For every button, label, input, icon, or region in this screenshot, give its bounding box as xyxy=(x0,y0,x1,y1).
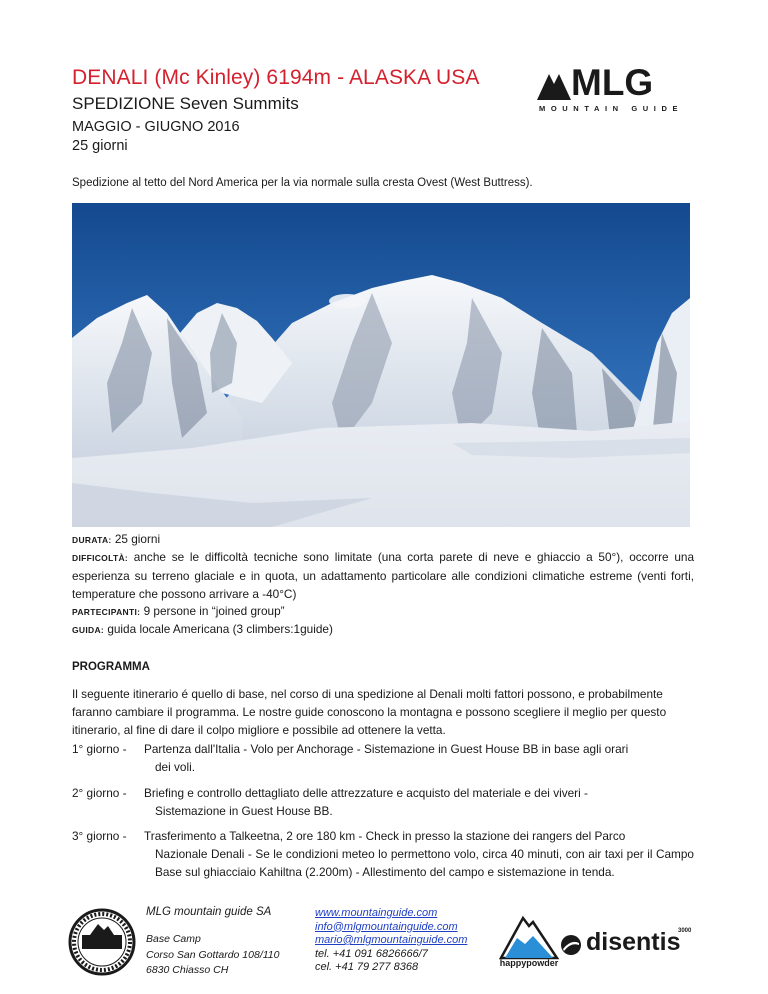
day-text: Partenza dall'Italia - Volo per Anchorage - Sistemazione in Guest House BB in base agli orari xyxy=(144,742,629,756)
programma-heading: PROGRAMMA xyxy=(72,661,150,673)
guida-label: GUIDA: xyxy=(72,625,105,635)
info-guida xyxy=(72,620,694,639)
company-address: Base Camp Corso San Gottardo 108/110 6830 Chiasso CH xyxy=(146,933,280,976)
guida-value: guida locale Americana (3 climbers:1guide) xyxy=(107,622,333,636)
mlg-logo-word: MLG xyxy=(571,62,654,103)
disentis-circle-icon xyxy=(560,934,582,956)
day-number: 1° giorno - xyxy=(72,742,127,756)
difficolta-value: anche se le difficoltà tecniche sono limitate (una corta parete di neve e ghiaccio a 50°), occorre una esperienza su terreno glaciale e in quota, un adattamento particolare alle condizioni climatiche estreme (venti forti, temperature che possono arrivare a -40°C) xyxy=(72,550,694,601)
day-text-cont: Nazionale Denali - Se le condizioni meteo lo permettono volo, circa 40 minuti, con air taxi per il Campo Base sul ghiacciaio Kahiltna (2.200m) - Allestimento del campo e sistemazione in tenda. xyxy=(155,847,694,879)
day-item xyxy=(72,740,694,776)
website-link[interactable]: www.mountainguide.com xyxy=(315,907,438,919)
day-item xyxy=(72,827,694,881)
mobile-number: cel. +41 79 277 8368 xyxy=(315,961,419,973)
contact-info xyxy=(315,907,467,975)
email-link-mario[interactable]: mario@mlgmountainguide.com xyxy=(315,934,468,946)
disentis-logo xyxy=(560,928,690,962)
day-text-cont: Sistemazione in Guest House BB. xyxy=(155,804,333,818)
durata-value: 25 giorni xyxy=(114,532,161,546)
happypowder-word: happypowder xyxy=(499,958,559,968)
trip-duration: 25 giorni xyxy=(72,138,128,154)
partecipanti-label: PARTECIPANTI: xyxy=(72,607,141,617)
day-number: 2° giorno - xyxy=(72,786,127,800)
programma-intro: Il seguente itinerario é quello di base, nel corso di una spedizione al Denali molti fattori possono, e probabilmente faranno cambiare il programma. Le nostre guide conoscono la montagna e possono scegliere il meglio per questo itinerario, al fine di dare il colpo migliore e possibile ad ottenere la vetta. xyxy=(72,687,667,737)
trip-dates xyxy=(72,118,240,156)
day-text: Briefing e controllo dettagliato delle attrezzature e acquisto del materiale e dei viveri - xyxy=(144,786,588,800)
info-durata xyxy=(72,530,694,549)
company-name: MLG mountain guide SA xyxy=(146,906,272,918)
day-item xyxy=(72,784,694,820)
email-link-info[interactable]: info@mlgmountainguide.com xyxy=(315,920,458,933)
document-title: DENALI (Mc Kinley) 6194m - ALASKA USA xyxy=(72,66,480,89)
mlg-logo-sub: MOUNTAIN GUIDE xyxy=(539,104,684,113)
mlg-mountain-icon xyxy=(537,70,573,100)
document-subtitle: SPEDIZIONE Seven Summits xyxy=(72,94,299,113)
difficolta-label: DIFFICOLTÀ: xyxy=(72,553,129,563)
mlg-logo xyxy=(537,62,684,118)
phone-number: tel. +41 091 6826666/7 xyxy=(315,947,428,960)
disentis-small: 3000 xyxy=(678,928,692,934)
durata-label: DURATA: xyxy=(72,535,112,545)
info-difficolta xyxy=(72,548,694,603)
ivbv-uiagm-seal-icon xyxy=(68,908,136,976)
day-text: Trasferimento a Talkeetna, 2 ore 180 km - Check in presso la stazione dei rangers del Parco xyxy=(144,829,626,843)
disentis-word: disentis xyxy=(586,928,681,956)
day-number: 3° giorno - xyxy=(72,829,127,843)
intro-text: Spedizione al tetto del Nord America per la via normale sulla cresta Ovest (West Buttress). xyxy=(72,177,533,189)
info-partecipanti xyxy=(72,602,694,621)
partecipanti-value: 9 persone in “joined group” xyxy=(143,604,285,618)
happypowder-logo xyxy=(497,914,561,976)
trip-months: MAGGIO - GIUGNO 2016 xyxy=(72,119,240,135)
day-text-cont: dei voli. xyxy=(155,760,195,774)
mountain-photo xyxy=(72,203,690,527)
